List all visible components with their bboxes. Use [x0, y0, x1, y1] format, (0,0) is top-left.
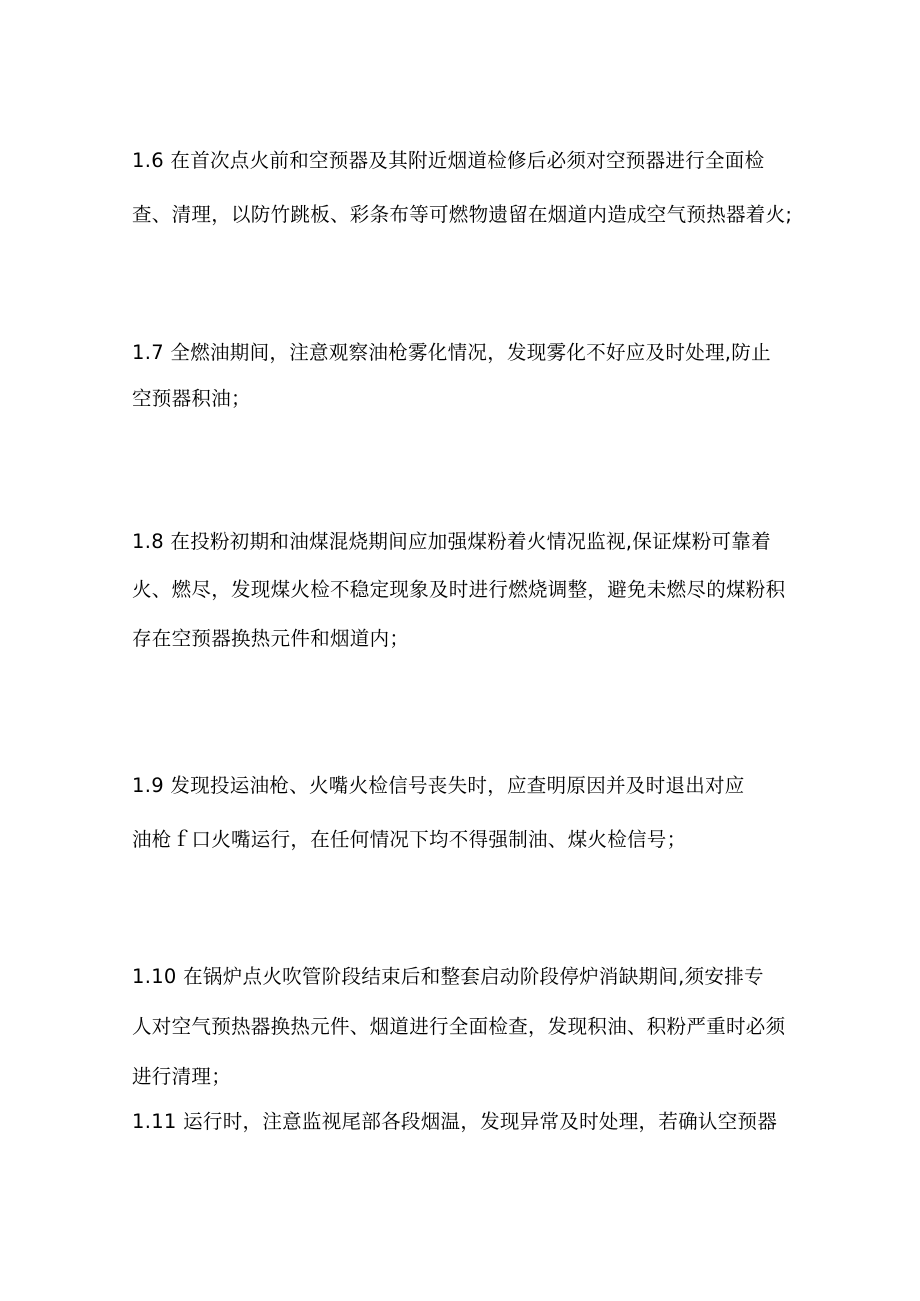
paragraph-1-10-line-2: 人对空气预热器换热元件、烟道进行全面检查，发现积油、积粉严重时必须 — [132, 1015, 786, 1038]
paragraph-1-11-line-1: 1.11 运行时，注意监视尾部各段烟温，发现异常及时处理，若确认空预器 — [132, 1110, 778, 1133]
paragraph-1-8-line-1: 1.8 在投粉初期和油煤混烧期间应加强煤粉着火情况监视,保证煤粉可靠着 — [132, 530, 771, 553]
paragraph-1-7-line-2: 空预器积油； — [132, 387, 251, 410]
paragraph-1-10-line-3: 进行清理； — [132, 1065, 232, 1088]
paragraph-1-8-line-3: 存在空预器换热元件和烟道内； — [132, 627, 410, 650]
paragraph-1-9-line-1: 1.9 发现投运油枪、火嘴火检信号丧失时，应查明原因并及时退出对应 — [132, 774, 745, 797]
paragraph-1-7-line-1: 1.7 全燃油期间，注意观察油枪雾化情况，发现雾化不好应及时处理,防止 — [132, 341, 771, 364]
paragraph-1-8-line-2: 火、燃尽，发现煤火检不稳定现象及时进行燃烧调整，避免未燃尽的煤粉积 — [132, 578, 786, 601]
paragraph-1-6-line-2: 查、清理，以防竹跳板、彩条布等可燃物遗留在烟道内造成空气预热器着火; — [132, 203, 793, 226]
paragraph-1-6-line-1: 1.6 在首次点火前和空预器及其附近烟道检修后必须对空预器进行全面检 — [132, 149, 765, 172]
paragraph-1-10-line-1: 1.10 在锅炉点火吹管阶段结束后和整套启动阶段停炉消缺期间,须安排专 — [132, 965, 764, 988]
paragraph-1-9-line-2: 油枪ｆ口火嘴运行，在任何情况下均不得强制油、煤火检信号； — [132, 828, 687, 851]
